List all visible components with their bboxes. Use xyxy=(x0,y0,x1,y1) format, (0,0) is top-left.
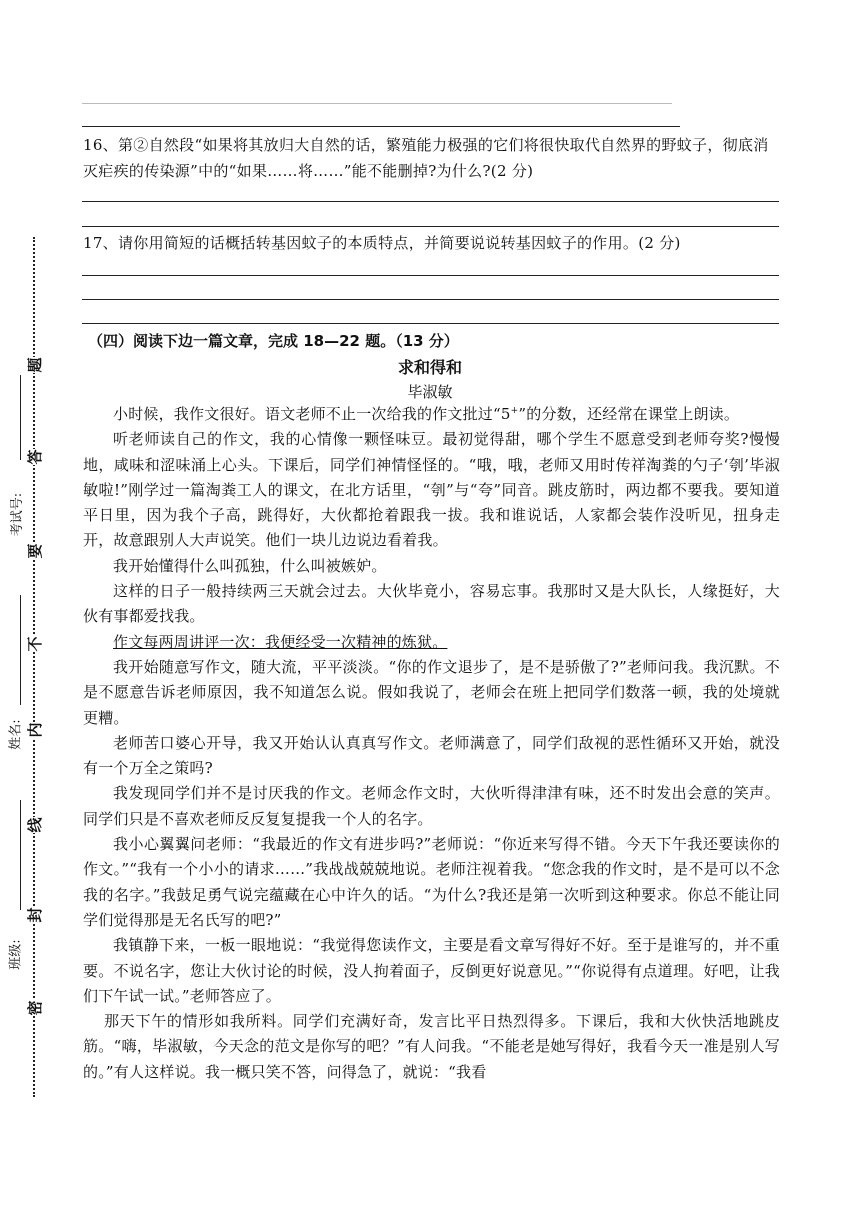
seal-char: 密 xyxy=(26,1000,44,1016)
article-body xyxy=(83,402,780,1085)
underlined-sentence: 作文每两周讲评一次：我便经受一次精神的炼狱。 xyxy=(113,632,448,651)
paragraph-text: 小时候，我作文很好。语文老师不止一次给我的作文批过“5 xyxy=(113,405,511,423)
paragraph: 我镇静下来，一板一眼地说：“我觉得您读作文，主要是看文章写得好不好。至于是谁写的，并不重要。不说名字，您让大伙讨论的时候，没人拘着面子，反倒更好说意见。”“你说得有点道理。好吧，让我们下午试一试。”老师答应了。 xyxy=(83,936,780,1005)
answer-line xyxy=(82,275,779,276)
question-17: 17、请你用简短的话概括转基因蚊子的本质特点，并简要说说转基因蚊子的作用。(2 分) xyxy=(83,234,681,252)
section-heading: （四）阅读下边一篇文章，完成 18—22 题。（13 分） xyxy=(88,332,459,350)
answer-line xyxy=(82,226,779,227)
paragraph xyxy=(83,402,780,427)
paragraph: 老师苦口婆心开导，我又开始认认真真写作文。老师满意了，同学们敌视的恶性循环又开始，就没有一个万全之策吗? xyxy=(83,733,780,778)
article-title: 求和得和 xyxy=(397,358,462,377)
superscript: + xyxy=(510,406,519,416)
seal-char: 要 xyxy=(26,543,44,559)
article-author: 毕淑敏 xyxy=(407,383,453,401)
seal-char: 题 xyxy=(26,357,44,373)
paragraph: 这样的日子一般持续两三天就会过去。大伙毕竟小，容易忘事。我那时又是大队长，人缘挺好，大伙有事都爱找我。 xyxy=(83,582,780,626)
question-16: 16、第②自然段“如果将其放归大自然的话，繁殖能力极强的它们将很快取代自然界的野蚊子，彻底消灭疟疾的传染源”中的“如果……将……”能不能删掉?为什么?(2 分) xyxy=(83,136,769,180)
answer-line xyxy=(82,103,672,104)
paragraph: 听老师读自己的作文，我的心情像一颗怪味豆。最初觉得甜，哪个学生不愿意受到老师夸奖?慢慢地，咸味和涩味涌上心头。下课后，同学们神情怪怪的。“哦，哦，老师又用时传祥淘粪的勺子‘刳’毕淑敏啦!”刚学过一篇淘粪工人的课文，在北方话里，“刳”与“夸”同音。跳皮筋时，两边都不要我。要知道平日里，因为我个子高，跳得好，大伙都抢着跟我一拔。我和谁说话，人家都会装作没听见，扭身走开，故意跟别人大声说笑。他们一块儿边说边看着我。 xyxy=(83,430,780,550)
answer-line xyxy=(82,201,779,202)
class-label: 班级: xyxy=(8,939,24,970)
paragraph: 我开始懂得什么叫孤独，什么叫被嫉妒。 xyxy=(113,556,387,575)
answer-line xyxy=(82,323,779,324)
paragraph: 我发现同学们并不是讨厌我的作文。老师念作文时，大伙听得津津有味，还不时发出会意的笑声。同学们只是不喜欢老师反反复复提我一个人的名字。 xyxy=(83,784,780,828)
seal-char: 答 xyxy=(26,449,44,465)
paragraph: 那天下午的情形如我所料。同学们充满好奇，发言比平日热烈得多。下课后，我和大伙快活地跳皮筋。“嗨，毕淑敏，今天念的范文是你写的吧？”有人问我。“不能老是她写得好，我看今天一准是别人写的。”有人这样说。我一概只笑不答，问得急了，就说：“我看 xyxy=(83,1012,780,1081)
class-line xyxy=(20,800,21,910)
answer-line xyxy=(82,126,680,127)
paragraph: 我开始随意写作文，随大流，平平淡淡。“你的作文退步了，是不是骄傲了?”老师问我。我沉默。不是不愿意告诉老师原因，我不知道怎么说。假如我说了，老师会在班上把同学们数落一顿，我的处境就更糟。 xyxy=(83,657,780,727)
seal-char: 内 xyxy=(26,722,44,738)
name-line xyxy=(20,595,21,705)
paragraph-text: ”的分数，还经常在课堂上朗读。 xyxy=(518,405,740,423)
seal-char: 不 xyxy=(26,636,44,652)
exam-number-label: 考试号: xyxy=(10,492,26,537)
paragraph: 我小心翼翼问老师：“我最近的作文有进步吗?”老师说：“你近来写得不错。今天下午我还要读你的作文。”“我有一个小小的请求……”我战战兢兢地说。老师注视着我。“您念我的作文时，是不是可以不念我的名字。”我鼓足勇气说完蕴藏在心中许久的话。“为什么?我还是第一次听到这种要求。你总不能让同学们觉得那是无名氏写的吧?” xyxy=(83,835,780,929)
name-label: 姓名: xyxy=(8,719,24,750)
answer-line xyxy=(82,299,779,300)
exam-number-line xyxy=(20,375,21,460)
seal-char: 线 xyxy=(26,817,44,833)
seal-char: 封 xyxy=(26,907,44,923)
paragraph-underlined xyxy=(83,630,780,655)
